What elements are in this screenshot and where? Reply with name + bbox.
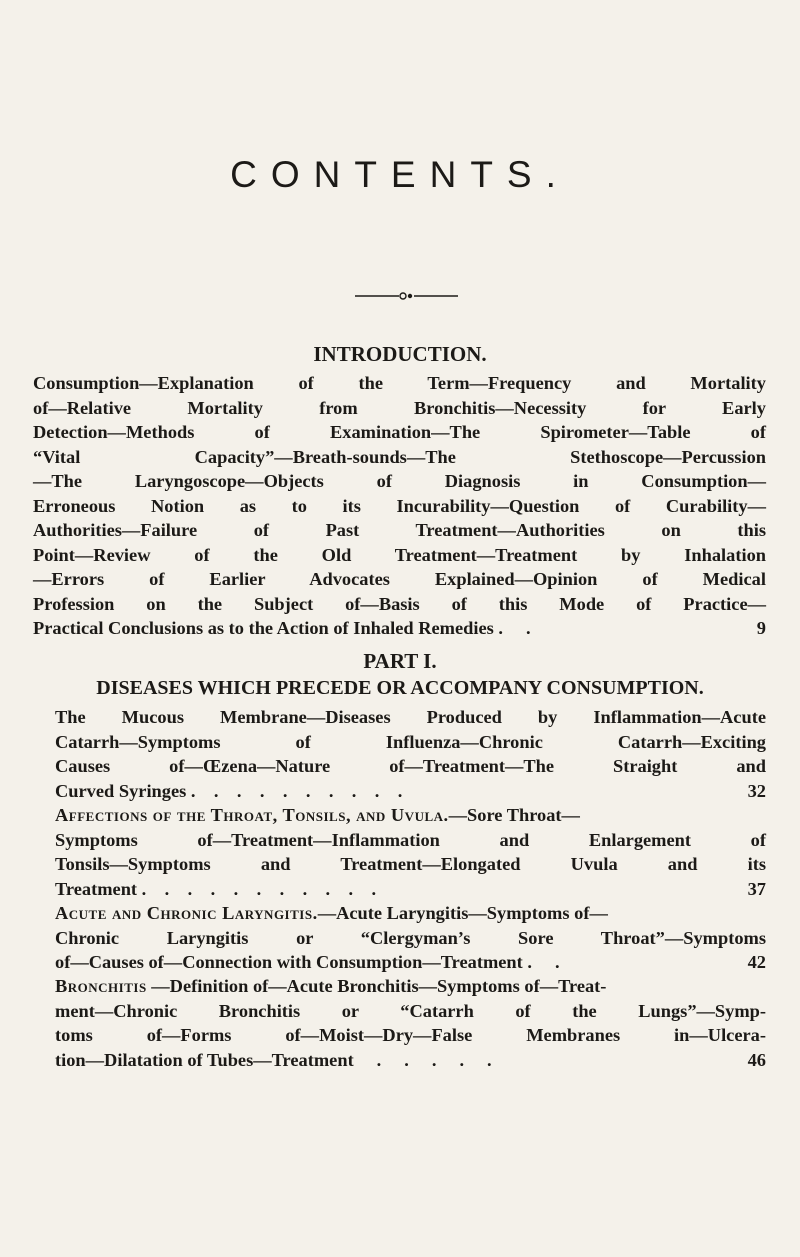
entry-line-first <box>55 974 766 999</box>
introduction-line: Erroneous Notion as to its Incurability—Question of Curability— <box>33 495 766 516</box>
introduction-line: Profession on the Subject of—Basis of this Mode of Practice— <box>33 593 766 614</box>
introduction-line: Consumption—Explanation of the Term—Frequency and Mortality <box>33 373 766 393</box>
entry-lead: Affections of the Throat, Tonsils, and Uvula. <box>55 805 449 825</box>
contents-entry <box>55 901 766 975</box>
page-number: 32 <box>747 780 766 801</box>
entry-line: ment—Chronic Bronchitis or “Catarrh of the Lungs”—Symp- <box>55 1000 766 1021</box>
entry-line: Causes of—Œzena—Nature of—Treatment—The Straight and <box>55 756 766 776</box>
entry-line: Chronic Laryngitis or “Clergyman’s Sore Throat”—Symptoms <box>55 927 766 948</box>
entry-line-last <box>55 1048 766 1073</box>
entry-line-first <box>55 901 766 926</box>
introduction-line: Point—Review of the Old Treatment—Treatment by Inhalation <box>33 544 766 565</box>
page-title: CONTENTS. <box>230 154 570 195</box>
contents-entry <box>55 974 766 1072</box>
part-subheading: DISEASES WHICH PRECEDE OR ACCOMPANY CONSUMPTION. <box>96 677 704 699</box>
page-number: 9 <box>756 618 766 638</box>
introduction-line: Practical Conclusions as to the Action of Inhaled Remedies . . <box>33 618 531 638</box>
entry-line-last <box>55 950 766 975</box>
entry-lead: Acute and Chronic Laryngitis. <box>55 903 318 923</box>
entry-line-last <box>55 779 766 804</box>
introduction-line: “Vital Capacity”—Breath-sounds—The Stethoscope—Percussion <box>33 446 766 467</box>
entry-line: —Acute Laryngitis—Symptoms of— <box>317 903 608 923</box>
page-number: 46 <box>747 1049 766 1070</box>
entry-line-first <box>55 803 766 828</box>
entry-line: Curved Syringes . . . . . . . . . . <box>55 780 403 801</box>
entry-line: Symptoms of—Treatment—Inflammation and Enlargement of <box>55 829 766 850</box>
introduction-line: —The Laryngoscope—Objects of Diagnosis in Consumption— <box>33 471 766 491</box>
page-number: 37 <box>747 878 766 899</box>
entry-line: Catarrh—Symptoms of Influenza—Chronic Catarrh—Exciting <box>55 731 766 752</box>
introduction-heading: INTRODUCTION. <box>313 342 487 366</box>
introduction-line: Detection—Methods of Examination—The Spirometer—Table of <box>33 422 766 442</box>
page-number: 42 <box>747 952 766 972</box>
entry-line: —Sore Throat— <box>448 805 580 825</box>
introduction-entry <box>33 371 766 641</box>
entry-line: toms of—Forms of—Moist—Dry—False Membranes in—Ulcera- <box>55 1025 766 1045</box>
entry-line: The Mucous Membrane—Diseases Produced by Inflammation—Acute <box>55 707 766 727</box>
entry-lead: Bronchitis <box>55 976 147 996</box>
part-heading: PART I. <box>363 649 437 673</box>
entry-line: Tonsils—Symptoms and Treatment—Elongated Uvula and its <box>55 854 766 874</box>
introduction-line-last <box>33 616 766 641</box>
introduction-line: —Errors of Earlier Advocates Explained—Opinion of Medical <box>33 569 766 589</box>
contents-entry <box>55 803 766 901</box>
entry-line: Treatment . . . . . . . . . . . <box>55 878 377 899</box>
entry-line: tion—Dilatation of Tubes—Treatment . . . . . <box>55 1049 492 1070</box>
entry-line-last <box>55 877 766 902</box>
entry-line: of—Causes of—Connection with Consumption—Treatment . . <box>55 952 560 972</box>
entry-line: —Definition of—Acute Bronchitis—Symptoms of—Treat- <box>146 976 607 996</box>
introduction-line: of—Relative Mortality from Bronchitis—Necessity for Early <box>33 397 766 418</box>
contents-entry <box>55 705 766 803</box>
ornament-divider <box>355 292 458 300</box>
introduction-line: Authorities—Failure of Past Treatment—Authorities on this <box>33 520 766 540</box>
